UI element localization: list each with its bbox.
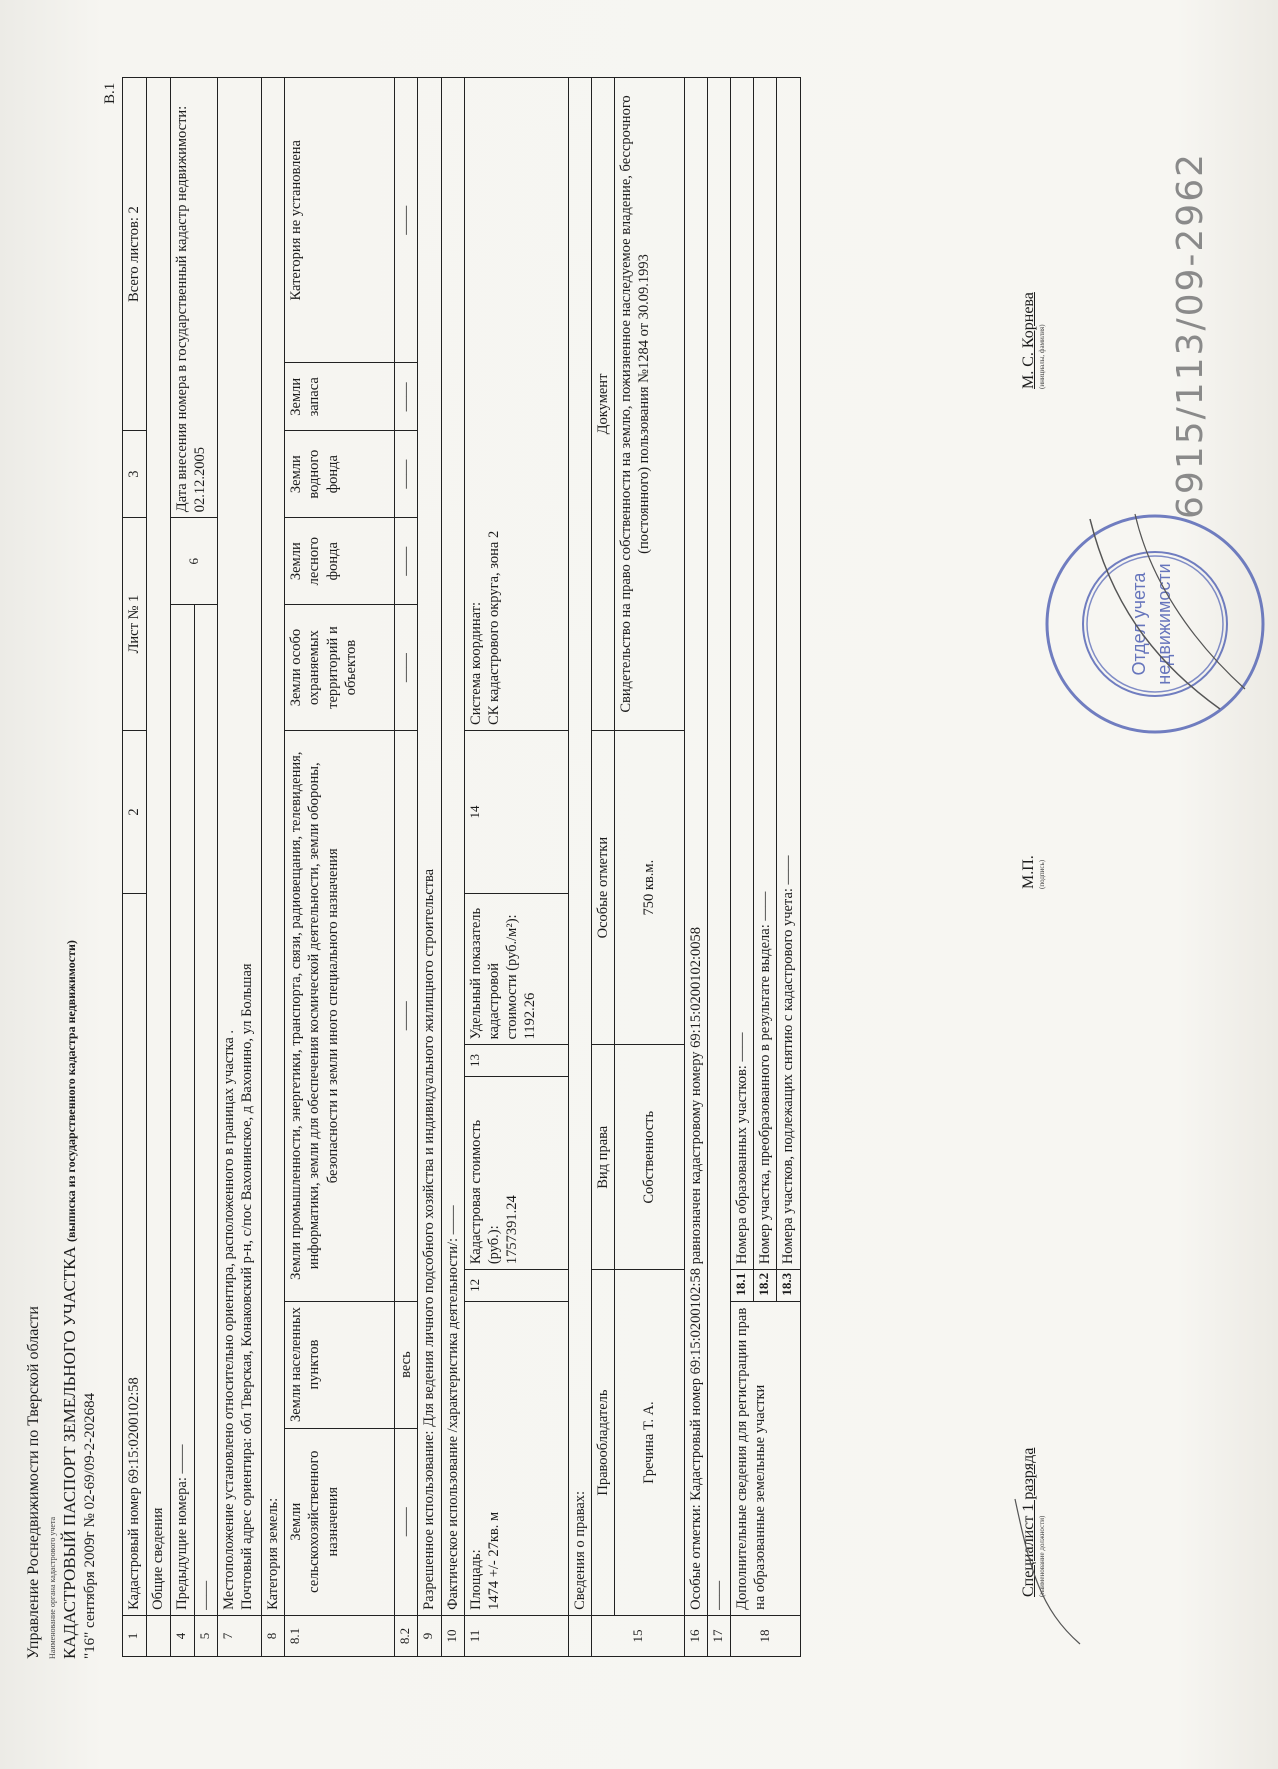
document-date-number: "16" сентября 2009г № 02-69/09-2-202684: [82, 1392, 98, 1659]
handwritten-number: 6915/113/09-2962: [1170, 151, 1211, 519]
signature-scribble: [1010, 1489, 1090, 1649]
cadastral-table: [122, 77, 801, 1657]
row-8: 8 Категория земель:: [262, 78, 285, 1657]
svg-text:недвижимости: недвижимости: [1154, 563, 1174, 685]
row-1: 1 Кадастровый номер 69:15:0200102:58 2 Лист № 1 3 Всего листов: 2: [123, 78, 147, 1657]
row-18-3: 18.3 Номера участков, подлежащих снятию с кадастрового учета: ——: [777, 78, 800, 1657]
row-rights-header: 15 Правообладатель Вид права Особые отметки Документ: [591, 78, 614, 1657]
form-code: В.1: [102, 82, 118, 104]
row-17: 17 ——: [708, 78, 731, 1657]
stamp-place-label: М.П. (подпись): [1020, 855, 1046, 889]
row-15: Гречина Т. А. Собственность 750 кв.м. Свидетельство на право собственности на землю, пожизненное наследуемое владение, бессрочного (постоянного) пользования №1284 от 30.09.1993: [614, 78, 684, 1657]
svg-text:Отдел учета: Отдел учета: [1129, 572, 1149, 676]
signer-name: М. С. Корнева (инициалы, фамилия): [1020, 292, 1046, 389]
row-rights-title: Сведения о правах:: [568, 78, 591, 1657]
row-8-1: 8.1 Земли сельскохозяйственного назначения Земли населенных пунктов Земли промышленности, энергетики, транспорта, связи, радиовещания, телевидения, информатики, земли для обеспечения космической деятельности, земли обороны, безопасности и земли иного специального назначения Земли особо охраняемых территорий и объектов Земли лесного фонда Земли водного фонда Земли запаса Категория не установлена: [285, 78, 395, 1657]
signer-position: Специалист 1 разряда (наименование должности): [1020, 1447, 1046, 1597]
row-9: 9 Разрешенное использование: Для ведения личного подсобного хозяйства и индивидуального жилищного строительства: [418, 78, 441, 1657]
authority-caption: Наименование органа кадастрового учета: [48, 1516, 57, 1659]
row-5: 5 ——: [195, 78, 218, 1657]
authority-name: Управление Роснедвижимости по Тверской области: [25, 1306, 42, 1659]
row-7: 7 Местоположение установлено относительно ориентира, расположенного в границах участка . Почтовый адрес ориентира: обл Тверская, Конаковский р-н, с/пос Вахонинское, д Вахонино, ул Большая: [218, 78, 262, 1657]
row-4: 4 Предыдущие номера: —— 6 Дата внесения номера в государственный кадастр недвижимости: 02.12.2005: [171, 78, 195, 1657]
round-seal-stamp: [1030, 499, 1278, 749]
document-title: КАДАСТРОВЫЙ ПАСПОРТ ЗЕМЕЛЬНОГО УЧАСТКА (выписка из государственного кадастра недвижимости): [60, 940, 79, 1659]
row-18-2: 18.2 Номер участка, преобразованного в результате выдела: ——: [754, 78, 777, 1657]
row-10: 10 Фактическое использование /характеристика деятельности/: ——: [441, 78, 464, 1657]
row-11: 11 Площадь: 1474 +/- 27кв. м 12 Кадастровая стоимость (руб.): 1757391.24 13 Удельный показатель кадастровой стоимости (руб./м²): 1192.26 14 Система координат: СК кадастрового округа, зона 2: [464, 78, 568, 1657]
row-16: 16 Особые отметки: Кадастровый номер 69:15:0200102:58 равнозначен кадастровому номеру 69:15:0200102:0058: [684, 78, 707, 1657]
row-general: Общие сведения: [147, 78, 171, 1657]
row-18-1: 18 Дополнительные сведения для регистрации прав на образованные земельные участки 18.1 Номера образованных участков: ——: [731, 78, 754, 1657]
row-8-2: 8.2 —— весь —— —— —— —— —— ——: [395, 78, 418, 1657]
